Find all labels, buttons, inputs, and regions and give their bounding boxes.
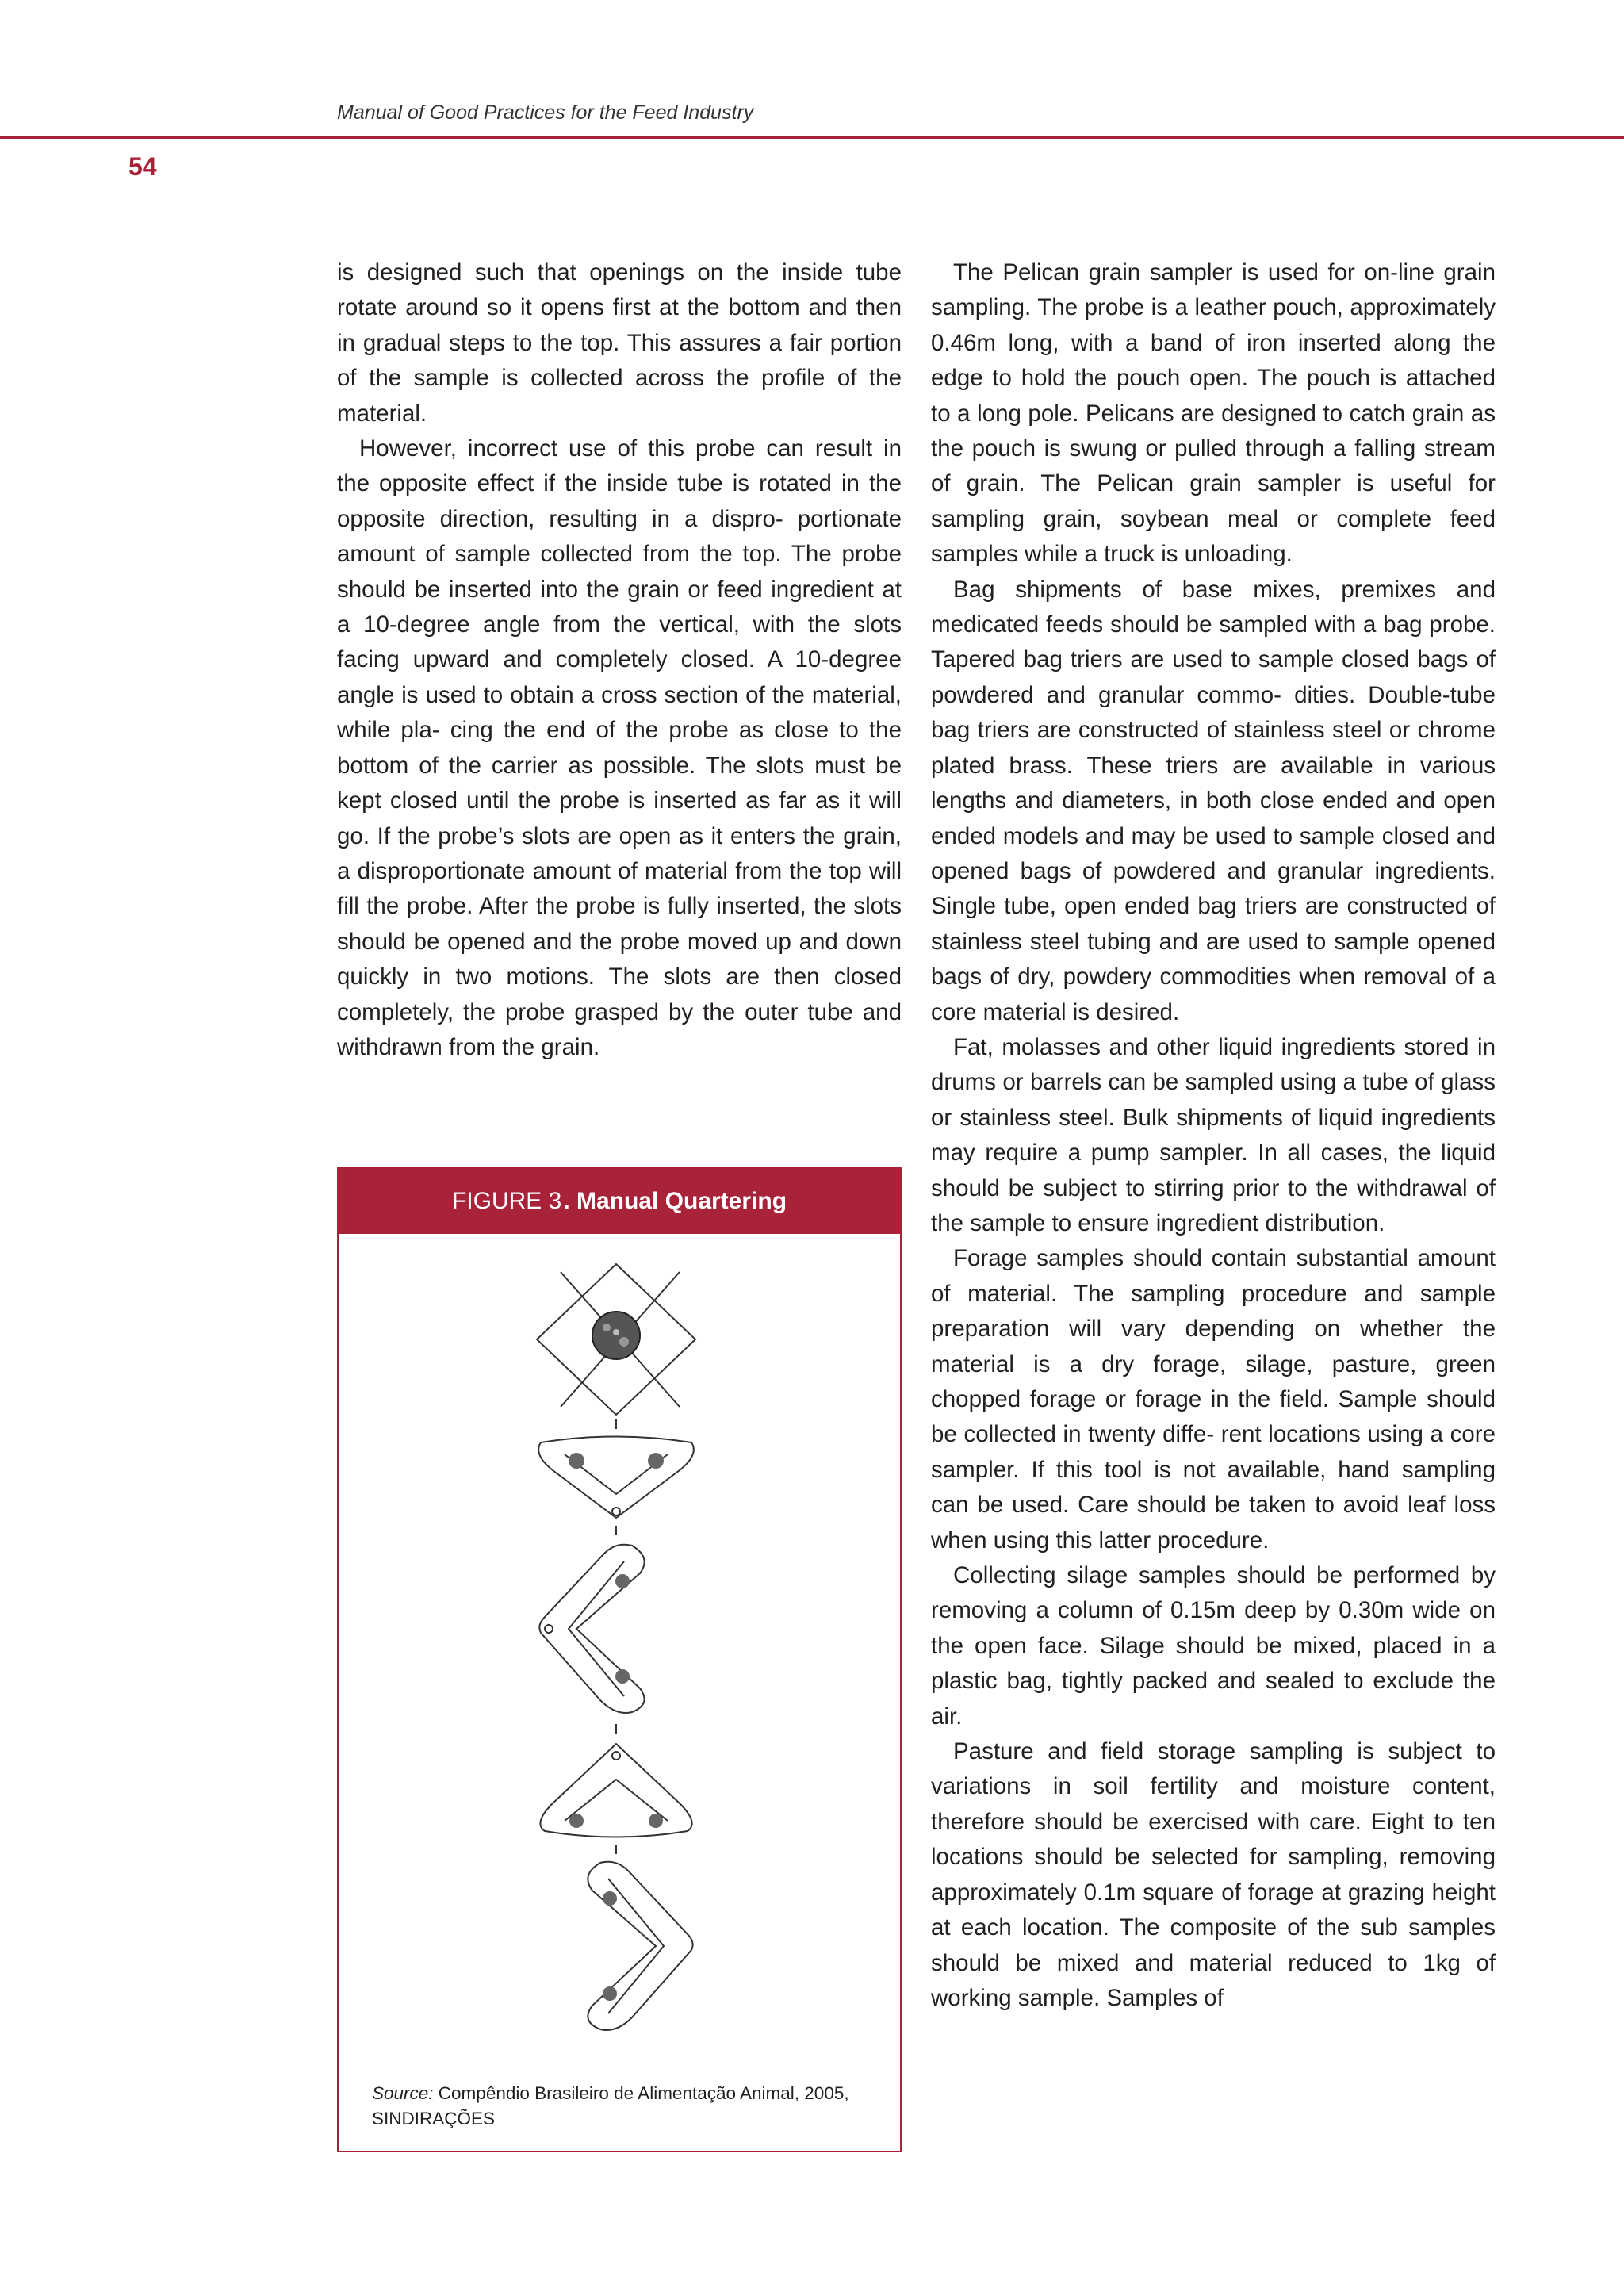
figure-source-label: Source:: [372, 2083, 434, 2103]
right-column: [931, 255, 1496, 2016]
quartering-step-4: [540, 1744, 691, 1854]
right-paragraph-1: The Pelican grain sampler is used for on-line grain sampling. The probe is a leather pouch, approximately 0.46m long, with a band of iron inserted along the edge to hold the pouch open. The pouch is attached to a long pole. Pelicans are designed to catch grain as the pouch is swung or pulled through a falling stream of grain. The Pelican grain sampler is useful for sampling grain, soybean meal or complete feed samples while a truck is unloading.: [931, 259, 1496, 568]
quartering-step-2: [538, 1437, 694, 1536]
figure-source: [372, 2081, 879, 2132]
left-column: [337, 255, 902, 1065]
left-paragraph-2: However, incorrect use of this probe can result in the opposite effect if the inside tube is rotated in the opposite direction, resulting in a dispro- portionate amount of sample collected from the top. The probe should be inserted into the grain or feed ingredient at a 10-degree angle from the vertical, with the slots facing upward and completely closed. A 10-degree angle is used to obtain a cross section of the material, while pla- cing the end of the probe as close to the bottom of the carrier as possible. The slots must be kept closed until the probe is inserted as far as it will go. If the probe’s slots are open as it enters the grain, a disproportionate amount of material from the top will fill the probe. After the probe is fully inserted, the slots should be opened and the probe moved up and down quickly in two motions. The slots are then closed completely, the probe grasped by the outer tube and withdrawn from the grain.: [337, 435, 902, 1060]
left-paragraph-1: is designed such that openings on the inside tube rotate around so it opens first at the bottom and then in gradual steps to the top. This assures a fair portion of the sample is collected across the profile of the material.: [337, 259, 902, 427]
quartering-step-1: [537, 1264, 695, 1429]
right-paragraph-4: Forage samples should contain substantial amount of material. The sampling procedure and sample preparation will vary depending on whether the material is a dry forage, silage, pasture, green chopped forage or forage in the field. Sample should be collected in twenty diffe- rent locations using a core sampler. If this tool is not available, hand sampling can be used. Care should be taken to avoid leaf loss when using this latter procedure.: [931, 1245, 1496, 1554]
header-rule: [0, 136, 1624, 139]
figure-3: [337, 1167, 902, 2152]
figure-source-text: Compêndio Brasileiro de Alimentação Animal, 2005, SINDIRAÇÕES: [372, 2083, 849, 2128]
right-paragraph-5: Collecting silage samples should be performed by removing a column of 0.15m deep by 0.30m wide on the open face. Silage should be mixed, placed in a plastic bag, tightly packed and sealed to exclude the air.: [931, 1562, 1496, 1730]
figure-label: FIGURE 3: [451, 1188, 562, 1214]
quartering-step-5: [588, 1862, 692, 2030]
right-paragraph-6: Pasture and field storage sampling is subject to variations in soil fertility and moisture content, therefore should be exercised with care. Eight to ten locations should be selected for sampling, removing approximately 0.1m square of forage at grazing height at each location. The composite of the sub samples should be mixed and material reduced to 1kg of working sample. Samples of: [931, 1738, 1496, 2011]
right-paragraph-2: Bag shipments of base mixes, premixes and medicated feeds should be sampled with a bag probe. Tapered bag triers are used to sample closed bags of powdered and granular commo- dities. Double-tube bag triers are constructed of stainless steel or chrome plated brass. These triers are available in various lengths and diameters, in both close ended and open ended models and may be used to sample closed and opened bags of powdered and granular ingredients. Single tube, open ended bag triers are constructed of stainless steel tubing and are used to sample opened bags of dry, powdery commodities when removal of a core material is desired.: [931, 576, 1496, 1025]
right-paragraph-3: Fat, molasses and other liquid ingredients stored in drums or barrels can be sampled using a tube of glass or stainless steel. Bulk shipments of liquid ingredients may require a pump sampler. In all cases, the liquid should be subject to stirring prior to the withdrawal of the sample to ensure ingredient distribution.: [931, 1033, 1496, 1236]
figure-caption-bar: [339, 1169, 900, 1234]
page-number: 54: [128, 152, 157, 181]
running-title: Manual of Good Practices for the Feed Industry: [337, 102, 754, 124]
manual-quartering-diagram: [521, 1256, 711, 2065]
quartering-step-3: [539, 1545, 644, 1734]
figure-title: . Manual Quartering: [563, 1188, 787, 1214]
